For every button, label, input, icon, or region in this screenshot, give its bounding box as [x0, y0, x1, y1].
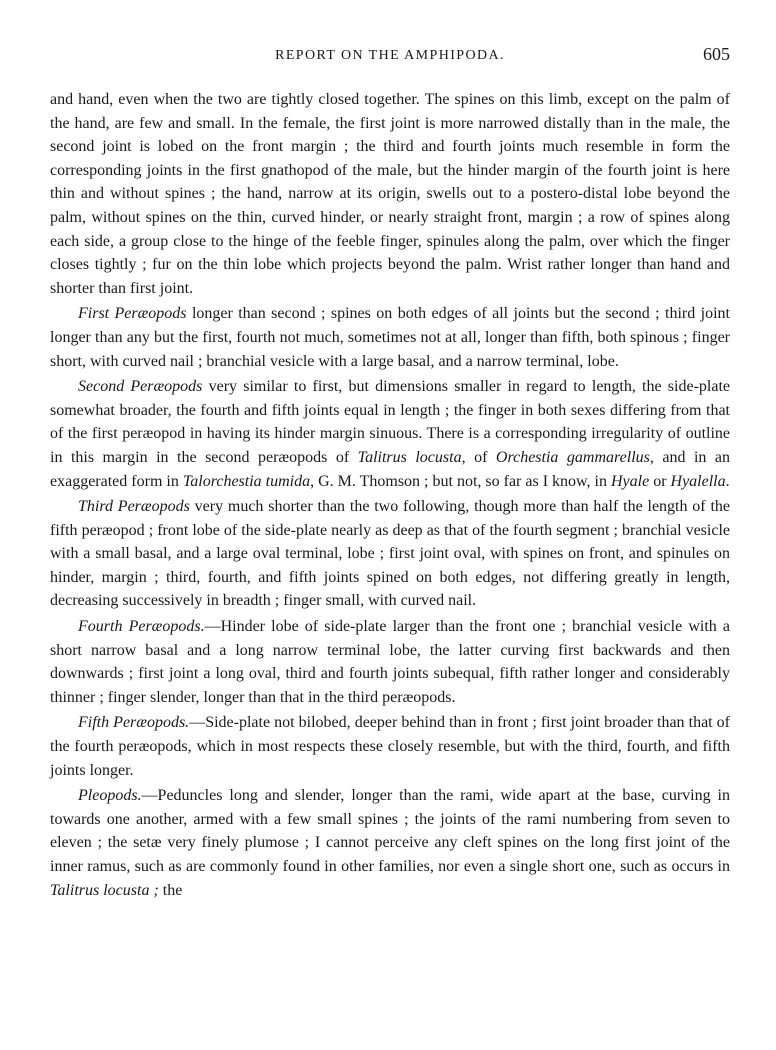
italic-text: Talitrus locusta ; [50, 881, 159, 899]
text-run: very much shorter than the two following, though more than half the length of the fifth peræopod ; front lobe of the side-plate nearly as deep as that of the fourth segment ; branchial vesicle with a small basal, and a large oval terminal, lobe ; first joint oval, with spines on front, and spinules on hinder, margin ; third, fourth, and fifth joints spined on both edges, not differing greatly in length, decreasing successively in breadth ; finger small, with curved nail. [50, 498, 731, 610]
text-run: or [649, 472, 671, 490]
text-run: —Hinder lobe of side-plate larger than the front one ; branchial vesicle with a short narrow basal and a long narrow terminal lobe, the latter curving first backwards and then downwards ; first joint a long oval, third and fourth joints subequal, fifth rather longer and considerably thinner ; finger slender, longer than that in the third peræopods. [50, 618, 730, 706]
page-number: 605 [703, 44, 730, 64]
body-text [50, 88, 730, 902]
text-run: , and in an exaggerated form in [50, 448, 731, 490]
italic-text: Talorchestia tumida [182, 472, 311, 490]
text-run: , of [461, 448, 496, 466]
italic-text: Talitrus locusta [357, 448, 462, 466]
text-run: , G. M. Thomson ; but not, so far as I know, in [310, 472, 611, 490]
italic-text: Fourth Peræopods. [78, 618, 205, 636]
paragraph-p4 [50, 615, 730, 709]
italic-text: Second Peræopods [78, 378, 203, 396]
paragraph-p1 [50, 302, 730, 373]
italic-text: Orchestia gammarellus [495, 448, 650, 466]
page-header [50, 44, 730, 68]
paragraph-p0 [50, 88, 730, 300]
paragraph-p6 [50, 784, 730, 902]
italic-text: Fifth Peræopods. [78, 714, 190, 732]
italic-text: Hyale [610, 472, 650, 490]
text-run: —Peduncles long and slender, longer than the rami, wide apart at the base, curving in towards one another, armed with a few small spines ; the joints of the rami numbering from seven to eleven ; the setæ very finely plumose ; I cannot perceive any cleft spines on the long first joint of the inner ramus, such as are commonly found in other families, nor even a single short one, such as occurs in [50, 787, 730, 875]
text-run: the [158, 881, 183, 899]
paragraph-p5 [50, 711, 730, 782]
paragraph-p3 [50, 495, 730, 613]
text-run: very similar to first, but dimensions smaller in regard to length, the side-plate somewhat broader, the fourth and fifth joints equal in length ; the finger in both sexes differing from that of the first peræopod in having its hinder margin sinuous. There is a corresponding irregularity of outline in this margin in the second peræopods of [50, 378, 731, 466]
text-run: —Side-plate not bilobed, deeper behind than in front ; first joint broader than that of the fourth peræopods, which in most respects these closely resemble, but with the third, fourth, and fifth joints longer. [50, 714, 731, 779]
text-run: and hand, even when the two are tightly closed together. The spines on this limb, except on the palm of the hand, are few and small. In the female, the first joint is more narrowed distally than in the male, the second joint is lobed on the front margin ; the third and fourth joints much resemble in form the corresponding joints in the first gnathopod of the male, but the hinder margin of the fourth joint is here thin and without spines ; the hand, narrow at its origin, swells out to a postero-distal lobe beyond the palm, without spines on the thin, curved hinder, or nearly straight front, margin ; a row of spines along each side, a group close to the hinge of the feeble finger, spinules along the palm, over which the finger closes tightly ; fur on the thin lobe which projects beyond the palm. Wrist rather longer than hand and shorter than first joint. [50, 91, 730, 297]
italic-text: Hyalella [670, 472, 726, 490]
paragraph-p2 [50, 375, 730, 493]
text-run: . [725, 472, 730, 490]
italic-text: Pleopods. [78, 787, 142, 805]
running-title: REPORT ON THE AMPHIPODA. [275, 48, 505, 63]
italic-text: First Peræopods [78, 305, 187, 323]
italic-text: Third Peræopods [78, 498, 190, 516]
text-run: longer than second ; spines on both edges of all joints but the second ; third joint longer than any but the first, fourth not much, sometimes not at all, longer than fifth, both spinous ; finger short, with curved nail ; branchial vesicle with a large basal, and a narrow terminal, lobe. [50, 305, 730, 370]
